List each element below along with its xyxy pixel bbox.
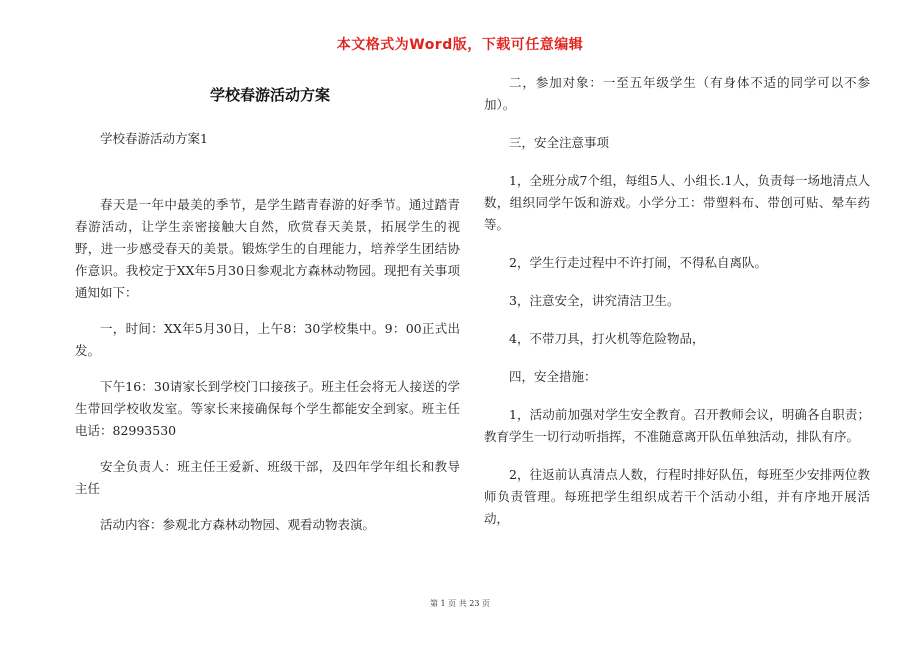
left-column bbox=[75, 128, 460, 536]
safety-note-4: 4，不带刀具，打火机等危险物品， bbox=[509, 331, 705, 346]
participants-paragraph: 二，参加对象：一至五年级学生（有身体不适的同学可以不参加）。 bbox=[484, 75, 870, 112]
safety-note-2: 2，学生行走过程中不许打闹，不得私自离队。 bbox=[509, 255, 767, 270]
page-number-footer: 第 1 页 共 23 页 bbox=[430, 599, 490, 608]
pickup-paragraph: 下午16：30请家长到学校门口接孩子。班主任会将无人接送的学生带回学校收发室。等家长来接确保每个学生都能安全到家。班主任电话：82993530 bbox=[75, 379, 460, 438]
safety-officer-paragraph: 安全负责人：班主任王爱新、班级干部，及四年学年组长和教导主任 bbox=[75, 459, 460, 496]
intro-paragraph: 春天是一年中最美的季节，是学生踏青春游的好季节。通过踏青春游活动，让学生亲密接触大自然，欣赏春天美景，拓展学生的视野，进一步感受春天的美景。锻炼学生的自理能力，培养学生团结协作意识。我校定于XX年5月30日参观北方森林动物园。现把有关事项通知如下： bbox=[75, 197, 460, 300]
right-column bbox=[484, 72, 870, 530]
time-paragraph: 一，时间：XX年5月30日，上午8：30学校集中。9：00正式出发。 bbox=[75, 321, 460, 358]
activity-content-paragraph: 活动内容：参观北方森林动物园、观看动物表演。 bbox=[100, 517, 376, 532]
safety-measure-1: 1，活动前加强对学生安全教育。召开教师会议，明确各自职责；教育学生一切行动听指挥，不准随意离开队伍单独活动，排队有序。 bbox=[484, 407, 870, 444]
document-title: 学校春游活动方案 bbox=[209, 86, 330, 104]
safety-notes-heading: 三，安全注意事项 bbox=[509, 135, 610, 150]
safety-note-3: 3，注意安全，讲究清洁卫生。 bbox=[509, 293, 680, 308]
safety-measure-2: 2，往返前认真清点人数，行程时排好队伍，每班至少安排两位教师负责管理。每班把学生组织成若干个活动小组，并有序地开展活动， bbox=[484, 467, 870, 526]
subtitle-paragraph: 学校春游活动方案1 bbox=[100, 131, 208, 146]
word-format-banner: 本文格式为Word版，下载可任意编辑 bbox=[336, 37, 584, 53]
safety-note-1: 1，全班分成7个组，每组5人、小组长.1人，负责每一场地清点人数，组织同学午饭和游戏。小学分工：带塑料布、带创可贴、晕车药等。 bbox=[484, 173, 870, 232]
safety-measures-heading: 四，安全措施： bbox=[509, 369, 597, 384]
